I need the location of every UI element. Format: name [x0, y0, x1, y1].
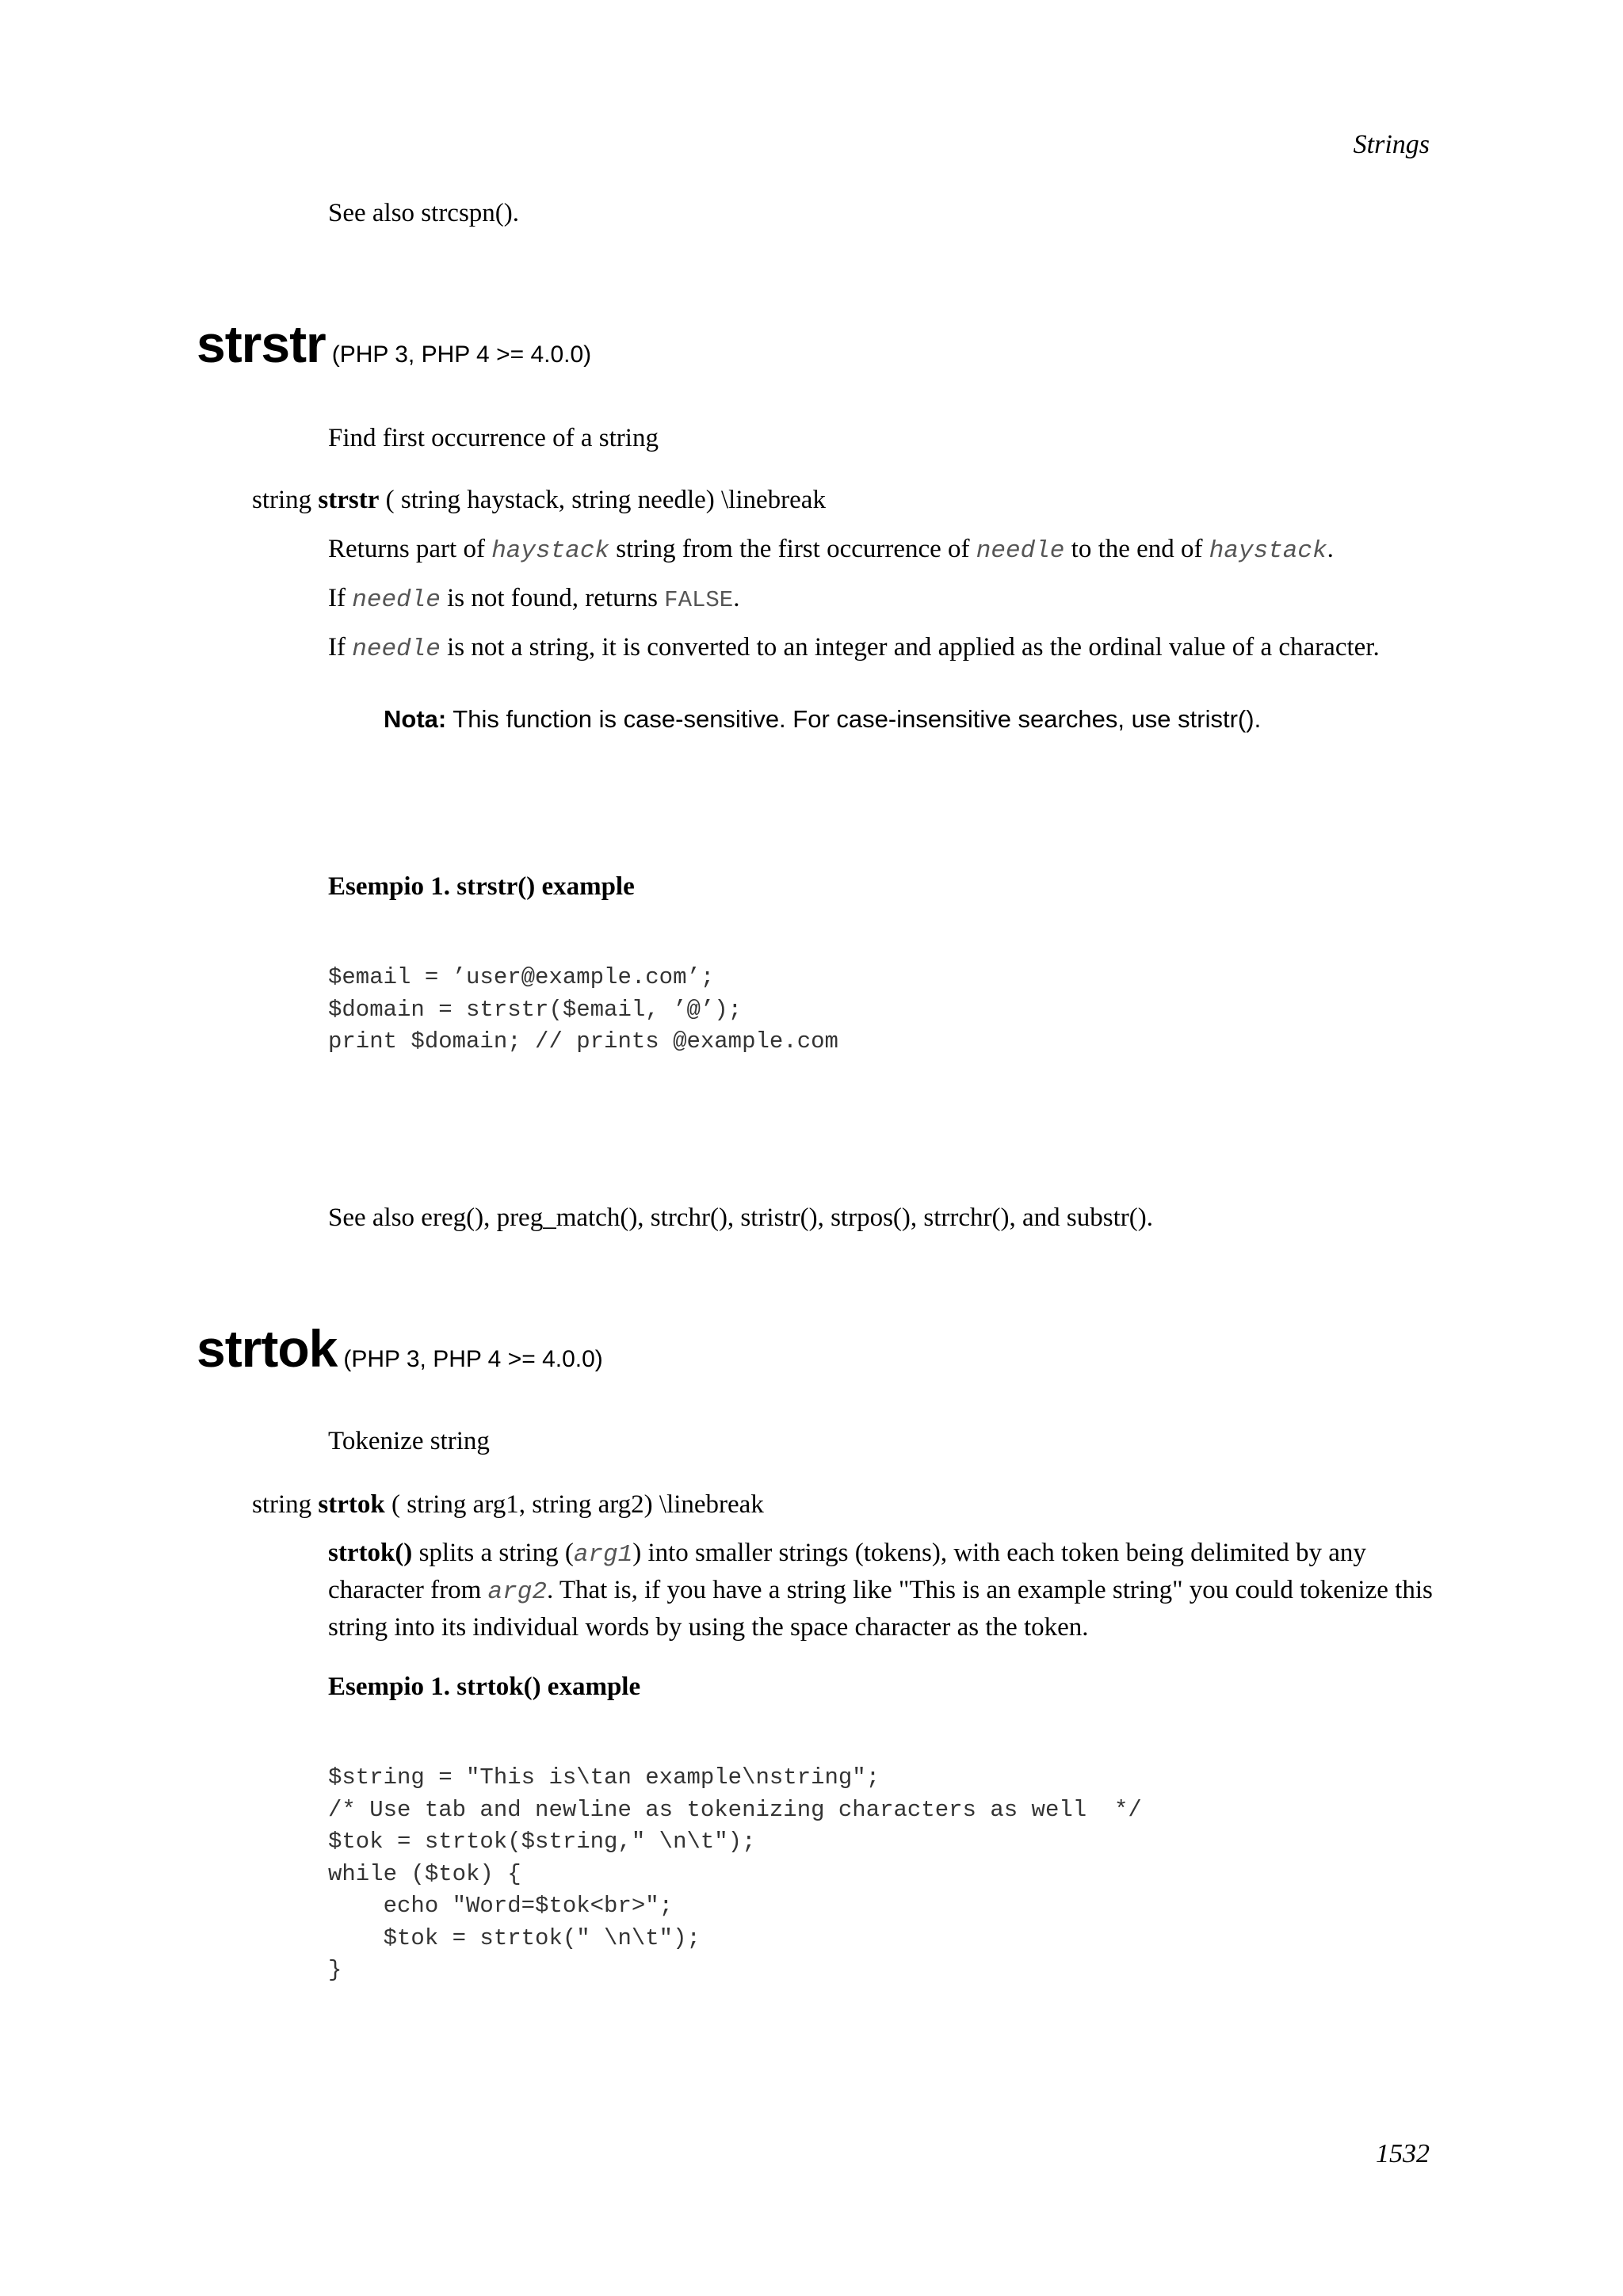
desc-text: splits a string (: [418, 1539, 574, 1567]
strstr-example-title: Esempio 1. strstr() example: [328, 872, 635, 901]
desc-text: is not a string, it is converted to an integer and applied as the ordinal value of a character.: [447, 633, 1380, 662]
strstr-example-code: $email = ’user@example.com’; $domain = strstr($email, ’@’); print $domain; // prints @example.com: [328, 964, 838, 1055]
see-also-strcspn: See also strcspn().: [328, 199, 520, 227]
desc-text: If: [328, 633, 346, 662]
desc-text: ) into smaller strings (tokens), with each token being delimited by any character from: [328, 1539, 1366, 1604]
strstr-title: strstr: [197, 315, 326, 373]
param-needle: needle: [976, 537, 1065, 565]
strtok-synopsis: [252, 1486, 764, 1523]
strstr-version: (PHP 3, PHP 4 >= 4.0.0): [331, 341, 592, 368]
strstr-heading: [197, 314, 591, 374]
strstr-description-returns: [328, 531, 1334, 570]
synopsis-params: ( string haystack, string needle) \linebreak: [385, 486, 826, 514]
param-needle: needle: [352, 635, 441, 663]
strstr-purpose: Find first occurrence of a string: [328, 424, 659, 452]
synopsis-return-type: string: [252, 1490, 312, 1519]
param-haystack: haystack: [491, 537, 610, 565]
desc-text: is not found, returns: [447, 584, 658, 612]
strtok-purpose: Tokenize string: [328, 1427, 490, 1455]
function-ref: strtok(): [328, 1539, 413, 1567]
running-header: Strings: [1353, 130, 1430, 159]
constant-false: FALSE: [664, 587, 734, 613]
page-number: 1532: [1376, 2139, 1430, 2168]
param-haystack: haystack: [1209, 537, 1327, 565]
strtok-version: (PHP 3, PHP 4 >= 4.0.0): [343, 1346, 603, 1372]
desc-text: Returns part of: [328, 535, 485, 563]
strstr-see-also: See also ereg(), preg_match(), strchr(), stristr(), strpos(), strrchr(), and substr().: [328, 1203, 1153, 1232]
strstr-synopsis: [252, 482, 826, 518]
strtok-title: strtok: [197, 1319, 338, 1378]
desc-text: string from the first occurrence of: [616, 535, 970, 563]
strtok-heading: [197, 1318, 603, 1379]
strstr-description-not-found: [328, 580, 739, 619]
desc-text: If: [328, 584, 346, 612]
param-arg2: arg2: [487, 1578, 547, 1606]
synopsis-return-type: string: [252, 486, 312, 514]
note-label: Nota:: [384, 705, 447, 733]
strstr-description-not-string: [328, 629, 1380, 668]
synopsis-params: ( string arg1, string arg2) \linebreak: [391, 1490, 764, 1519]
synopsis-function-name: strstr: [318, 486, 380, 514]
strtok-example-title: Esempio 1. strtok() example: [328, 1672, 641, 1701]
strstr-note: [384, 702, 1261, 737]
desc-text: .: [1327, 535, 1334, 563]
synopsis-function-name: strtok: [318, 1490, 385, 1519]
note-text: This function is case-sensitive. For case-insensitive searches, use stristr().: [453, 705, 1262, 733]
desc-text: to the end of: [1071, 535, 1203, 563]
desc-text: .: [733, 584, 740, 612]
strtok-description: [328, 1535, 1438, 1646]
param-arg1: arg1: [573, 1541, 633, 1569]
strtok-example-code: $string = "This is\tan example\nstring"; /* Use tab and newline as tokenizing characters as well */ $tok = strtok($string," \n\t"); while ($tok) { echo "Word=$tok<br>"; $tok = strtok(" \n\t"); }: [328, 1764, 1142, 1983]
param-needle: needle: [352, 586, 441, 614]
desc-text: . That is, if you have a string like "This is an example string" you could tokenize this string into its individual words by using the space character as the token.: [328, 1576, 1433, 1642]
